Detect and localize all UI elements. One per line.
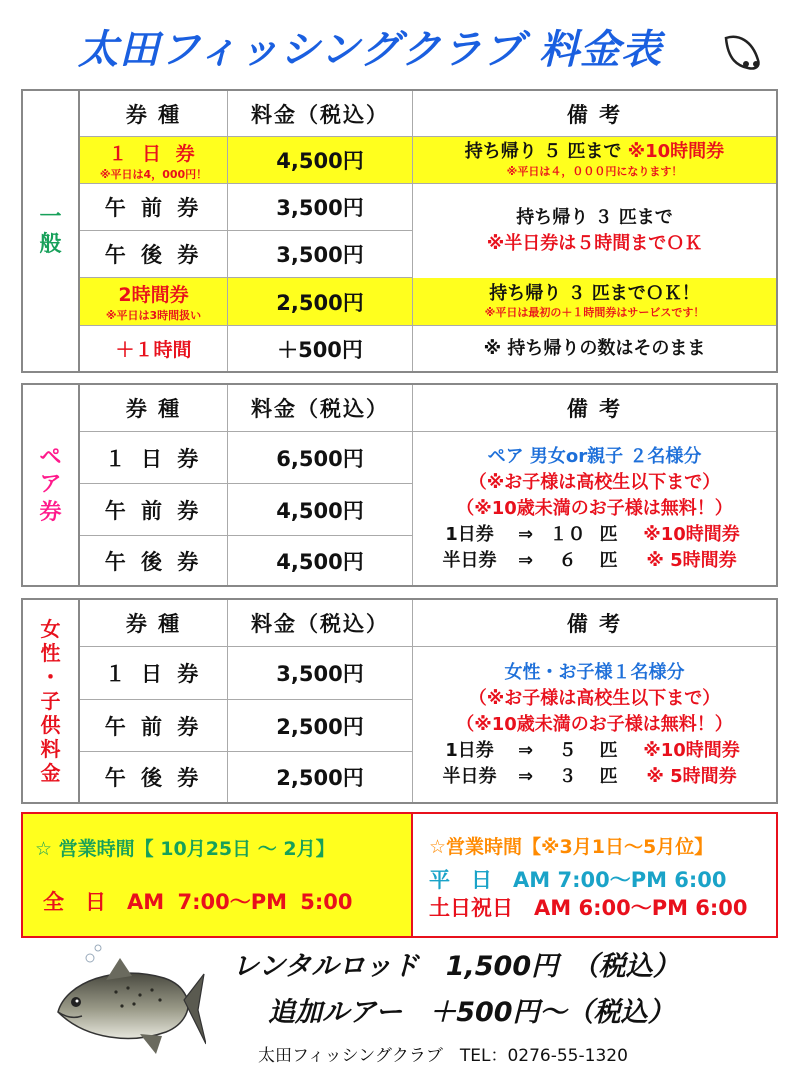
trout-illustration-icon [36, 940, 206, 1058]
general-table [80, 91, 776, 371]
page-title: 太田フィッシングクラブ 料金表 [78, 27, 662, 73]
women-child-section [21, 598, 778, 804]
table-header-row: 券 種 料金（税込） 備 考 [80, 385, 776, 432]
pair-label: ペ ア 券 [23, 385, 80, 585]
pair-note: ペア 男女or親子 ２名様分 （※お子様は高校生以下まで） （※10歳未満のお子様は無料！） 1日券 ⇒ １０ 匹 ※10時間券 半日券 ⇒ ６ 匹 ※ 5時間券 [413, 432, 776, 585]
pair-section [21, 383, 778, 587]
fish-logo-icon [718, 30, 768, 74]
general-label: 一 般 [23, 91, 80, 371]
table-row: 午 後 券 4,500円 [80, 536, 776, 585]
rental-rod-price: レンタルロッド 1,500円 （税込） [232, 951, 680, 982]
business-hours-box [21, 812, 778, 938]
table-row: ＋１時間 ＋500円 ※ 持ち帰りの数はそのまま [80, 326, 776, 371]
spring-hours: ☆営業時間【※3月1日～5月位】 平 日 AM 7:00～PM 6:00 土日祝日 AM 6:00～PM 6:00 [429, 836, 748, 920]
table-row: １ 日 券 6,500円 [80, 432, 776, 484]
table-header-row: 券 種 料金（税込） 備 考 [80, 600, 776, 647]
table-row: １ 日 券 ※平日は4，000円！ 4,500円 持ち帰り ５ 匹まで ※10時間券 ※平日は４，０００円になります！ [80, 137, 776, 184]
general-section [21, 89, 778, 373]
winter-hours: ☆ 営業時間【 10月25日 ～ 2月】 全 日 AM 7:00～PM 5:00 [23, 814, 413, 936]
women-child-note: 女性・お子様１名様分 （※お子様は高校生以下まで） （※10歳未満のお子様は無料！） 1日券 ⇒ ５ 匹 ※10時間券 半日券 ⇒ ３ 匹 ※ 5時間券 [413, 647, 776, 802]
footer-contact: 太田フィッシングクラブ TEL：0276-55-1320 [258, 1046, 628, 1066]
table-row: 午 前 券 4,500円 [80, 484, 776, 536]
table-row: 午 後 券 3,500円 [80, 231, 776, 278]
table-header-row: 券 種 料金（税込） 備 考 [80, 91, 776, 137]
table-row: 午 後 券 2,500円 [80, 752, 776, 802]
table-row: 午 前 券 3,500円 [80, 184, 776, 231]
table-row: 午 前 券 2,500円 [80, 700, 776, 752]
table-row: １ 日 券 3,500円 [80, 647, 776, 700]
women-child-label: 女 性 ・ 子 供 料 金 [23, 600, 80, 802]
half-day-note: 持ち帰り ３ 匹まで ※半日券は５時間までＯＫ [413, 184, 776, 278]
table-row: 2時間券 ※平日は3時間扱い 2,500円 持ち帰り ３ 匹までＯＫ！ ※平日は最初の＋１時間券はサービスです！ [80, 278, 776, 326]
extra-lure-price: 追加ルアー ＋500円～（税込） [268, 997, 675, 1028]
